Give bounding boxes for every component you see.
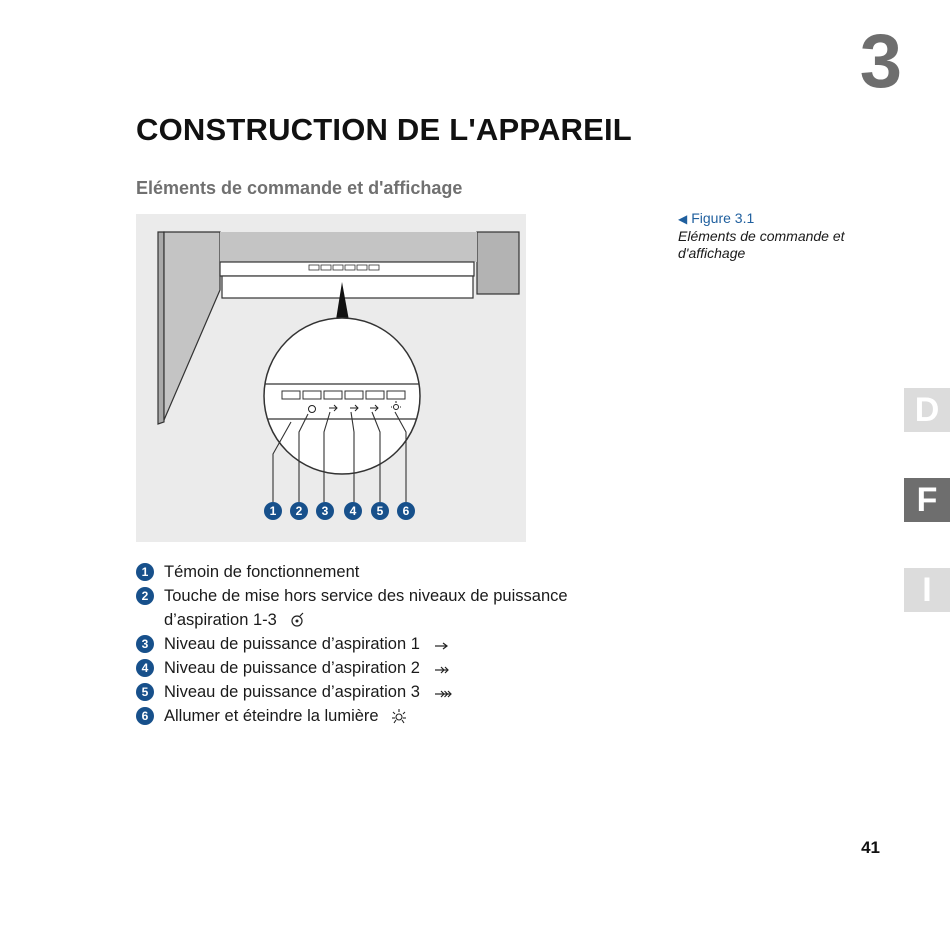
callout-3: 3 [316,502,334,520]
callout-2: 2 [290,502,308,520]
legend-number: 5 [136,683,154,701]
legend-text: Niveau de puissance d’aspiration 3 [164,683,420,701]
hood-body [220,232,477,262]
legend-text: Touche de mise hors service des niveaux de puissance d’aspiration 1-3 [164,587,568,629]
legend-item [136,704,596,728]
legend-text: Niveau de puissance d’aspiration 2 [164,659,420,677]
fan-off-icon [289,612,305,628]
figure-caption-text: Eléments de commande et d'affichage [678,228,845,261]
double-arrow-icon [433,664,451,676]
legend-text: Témoin de fonctionnement [164,563,360,581]
legend-number: 3 [136,635,154,653]
legend-list [136,560,596,728]
legend-number: 2 [136,587,154,605]
language-tab-f[interactable]: F [904,478,950,522]
cabinet-left-edge [158,232,164,424]
legend-text: Allumer et éteindre la lumière [164,707,379,725]
page-number: 41 [861,838,880,857]
language-tab-d[interactable]: D [904,388,950,432]
hood-lower-strip [222,276,473,298]
callout-numbers [136,502,526,522]
chapter-number: 3 [859,19,902,104]
legend-item [136,680,596,704]
light-icon [391,708,407,724]
callout-1: 1 [264,502,282,520]
cabinet-right [477,232,519,294]
legend-item [136,632,596,656]
single-arrow-icon [433,640,451,652]
callout-6: 6 [397,502,415,520]
legend-number: 1 [136,563,154,581]
language-tab-i[interactable]: I [904,568,950,612]
legend-text: Niveau de puissance d’aspiration 1 [164,635,420,653]
triple-arrow-icon [433,688,453,700]
range-hood-illustration [136,214,526,542]
legend-item [136,560,596,584]
legend-item [136,584,596,632]
callout-4: 4 [344,502,362,520]
hood-side-panel [164,232,220,420]
control-panel-figure [136,214,526,542]
triangle-left-icon: ◀ [678,212,688,226]
callout-5: 5 [371,502,389,520]
figure-label: Figure 3.1 [691,210,755,226]
page-title: CONSTRUCTION DE L'APPAREIL [136,112,632,147]
legend-number: 4 [136,659,154,677]
figure-caption [678,210,878,262]
legend-item [136,656,596,680]
legend-number: 6 [136,707,154,725]
section-title: Eléments de commande et d'affichage [136,178,463,198]
